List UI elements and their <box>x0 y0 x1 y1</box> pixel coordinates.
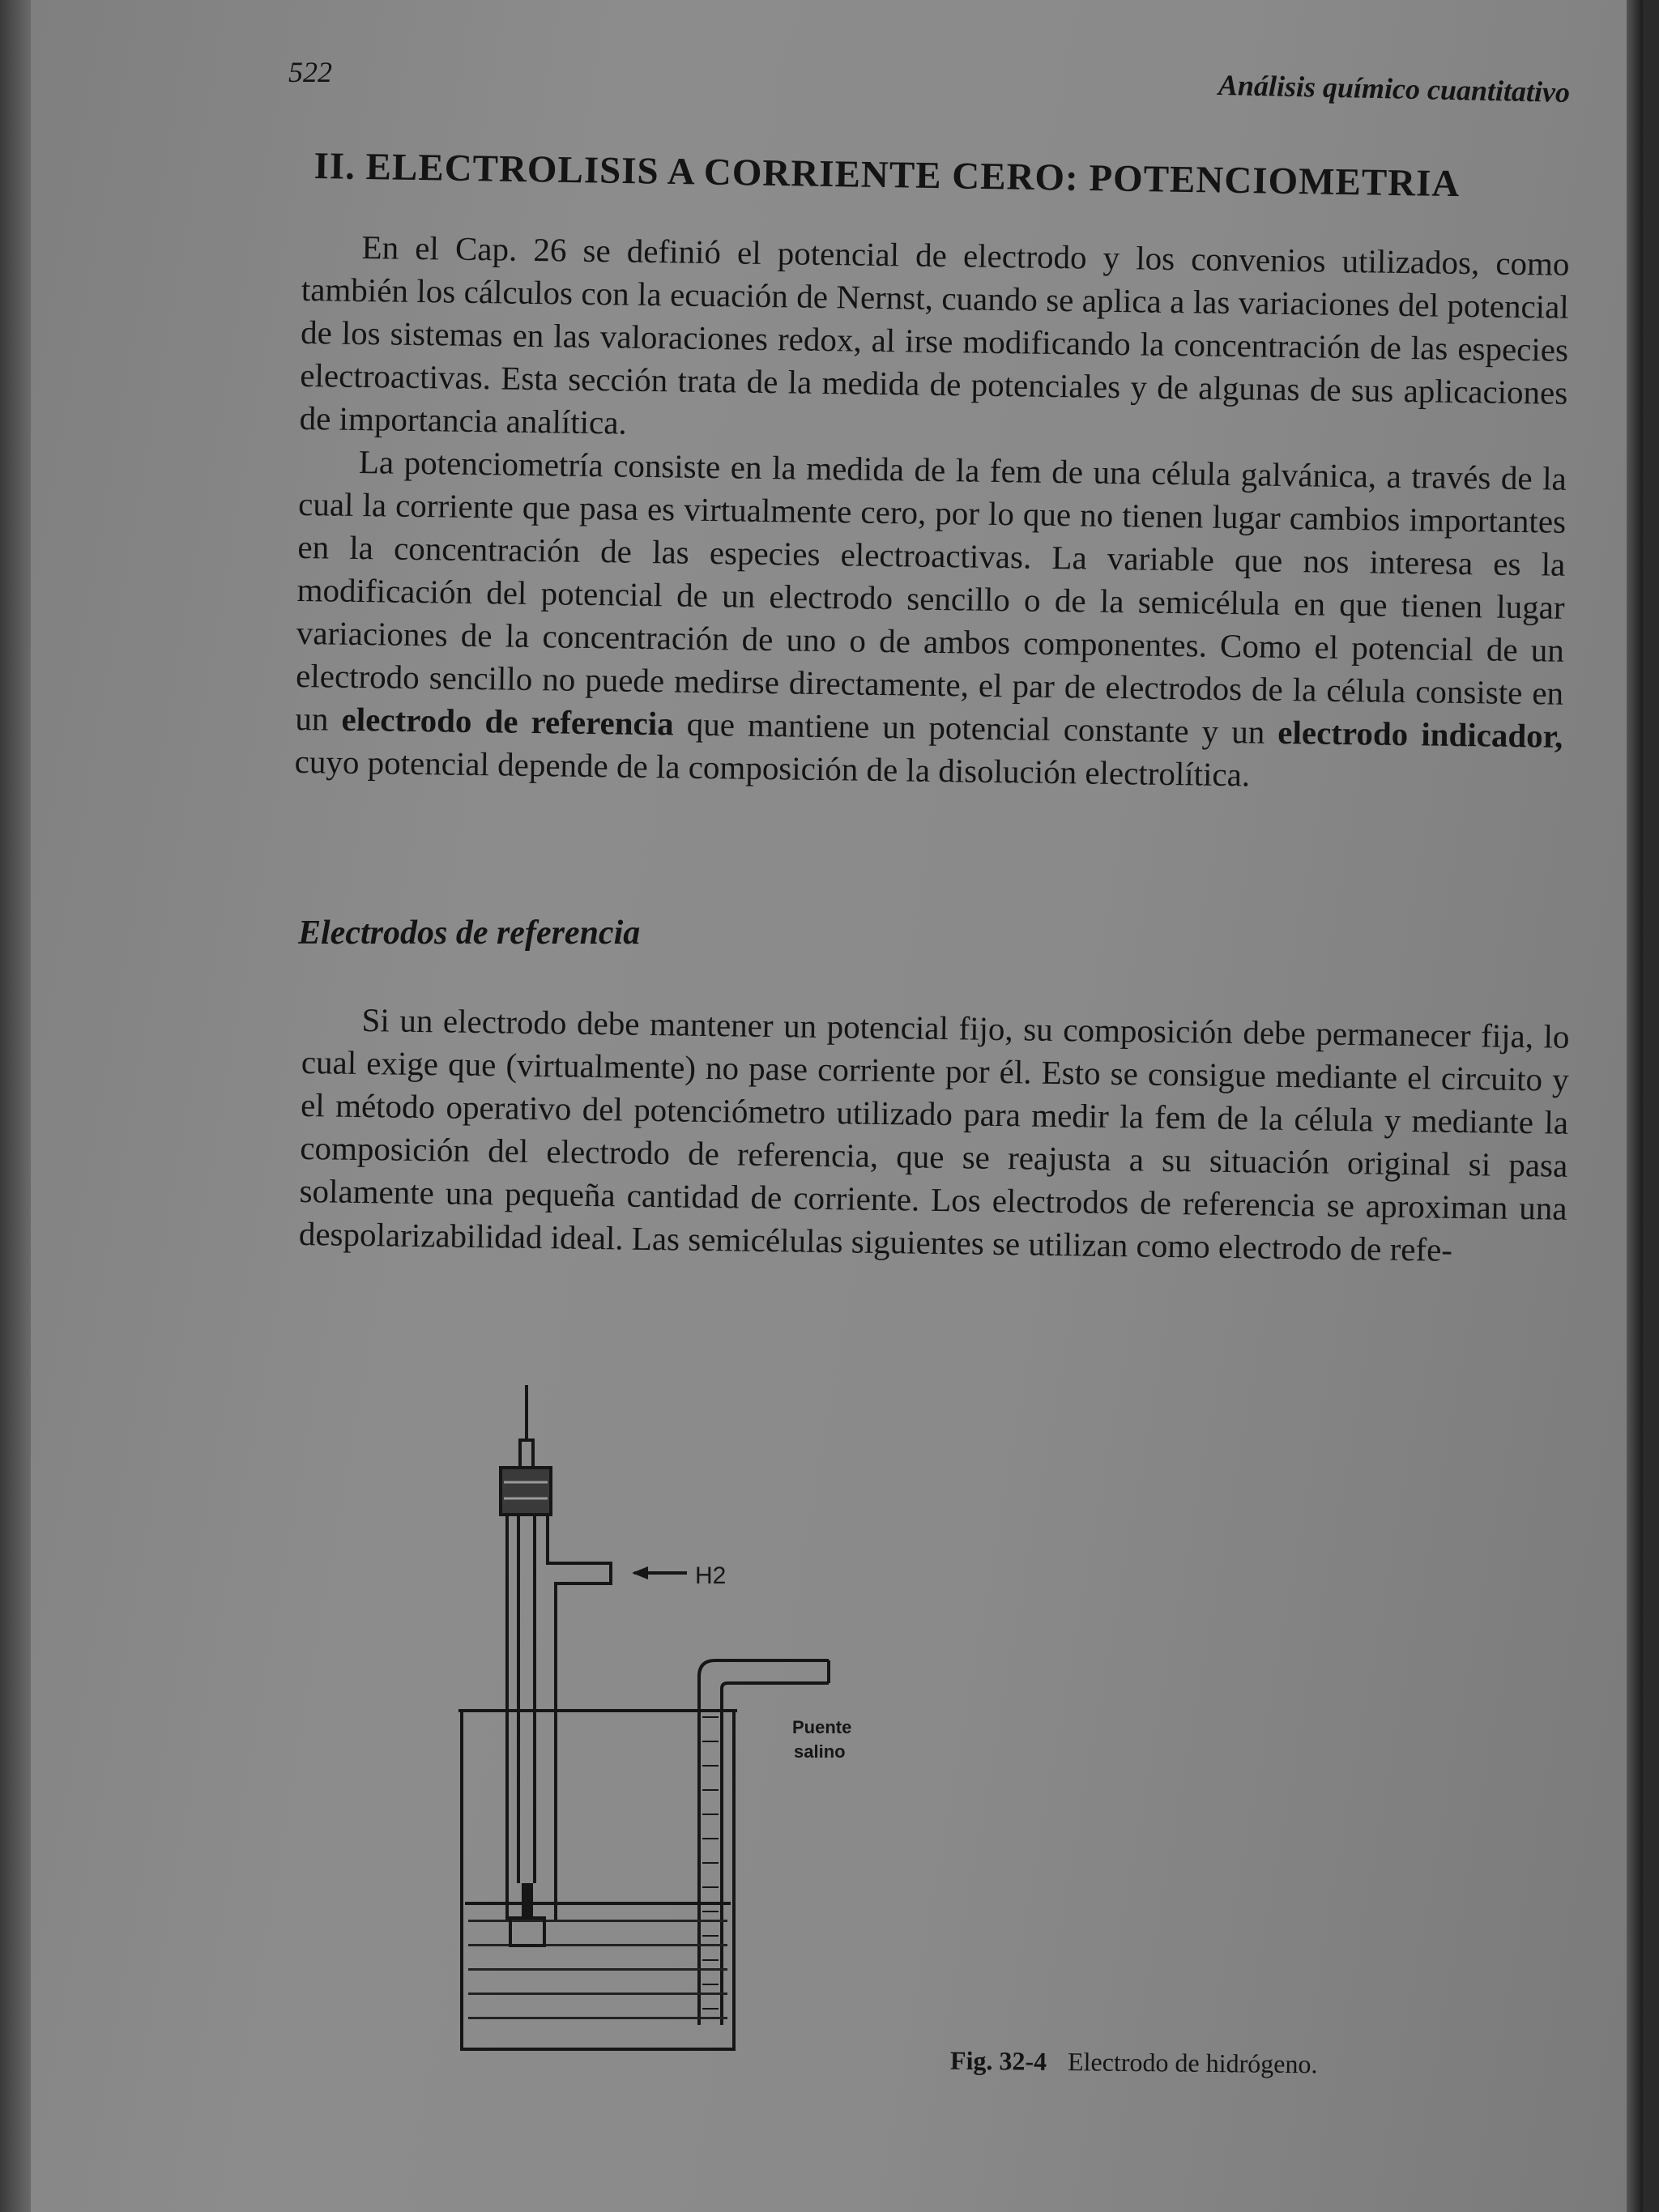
caption-figure-number: Fig. 32-4 <box>949 2045 1047 2076</box>
term-indicator-electrode: electrodo indicador, <box>1277 713 1563 755</box>
intro-paragraph-1: En el Cap. 26 se definió el potencial de electrodo y los convenios utilizados, como también los cálculos con la ecuación de Nernst, cuando se aplica a las variaciones del potencial de los sistemas en las valoraciones redox, al irse modificando la concentración de las especies electroactivas. Esta sección trata de la medida de potenciales y de algunas de sus aplicaciones de importancia analítica. <box>299 228 1570 441</box>
beaker <box>462 1711 734 2049</box>
label-h2: H2 <box>695 1562 727 1589</box>
section-title: II. ELECTROLISIS A CORRIENTE CERO: POTENCIOMETRIA <box>313 144 1461 206</box>
solution-hatching <box>468 1920 727 2019</box>
book-spine-shadow <box>0 0 31 2212</box>
caption-text: Electrodo de hidrógeno. <box>1067 2047 1318 2079</box>
electrode-plate <box>510 1918 544 1946</box>
rubber-stopper <box>501 1468 551 1515</box>
label-salt-bridge-1: Puente <box>792 1717 852 1737</box>
hydrogen-electrode-figure <box>420 1377 873 2073</box>
subsection-paragraph-1: Si un electrodo debe mantener un potencial fijo, su composición debe permanecer fija, lo cual exige que (virtualmente) no pase corriente por él. Esto se consigue mediante el circuito y el método operativo del potenciómetro utilizado para medir la fem de la célula y mediante la composición del electrodo de referencia, que se reajusta a su situación original si pasa solamente una pequeña cantidad de corriente. Los electrodos de referencia se aproximan una despolarizabilidad ideal. Las semicélulas siguientes se utilizan como electrodo de refe- <box>298 1001 1570 1268</box>
page-number: 522 <box>288 56 332 88</box>
term-reference-electrode: electrodo de referencia <box>341 700 674 743</box>
platinum-electrode <box>522 1883 533 1919</box>
outer-glass-tube <box>507 1515 611 1920</box>
figure-caption <box>950 2046 1318 2080</box>
hydrogen-electrode-diagram <box>420 1377 873 2073</box>
intro-paragraph-2 <box>294 440 1567 801</box>
subsection-heading: Electrodos de referencia <box>298 914 641 952</box>
intro-text <box>294 225 1569 801</box>
top-tube <box>520 1440 533 1468</box>
h2-arrow-head <box>632 1566 648 1579</box>
book-page <box>31 0 1643 2212</box>
intro-p2-part-a: La potenciometría consiste en la medida de la fem de una célula galvánica, a través de la cual la corriente que pasa es virtualmente cero, por lo que no tienen lugar cambios importantes en la concentración de las especies electroactivas. La variable que nos interesa es la modificación del potencial de un electrodo sencillo o de la semicélula en que tienen lugar variaciones de la concentración de uno o de ambos componentes. Como el potencial de un electrodo sencillo no puede medirse directamente, el par de electrodos de la célula consiste en un <box>295 443 1567 738</box>
running-head: Análisis químico cuantitativo <box>1218 68 1571 109</box>
page-edge-shadow <box>1627 0 1643 2212</box>
label-salt-bridge-2: salino <box>794 1741 846 1762</box>
intro-p2-part-b: que mantiene un potencial constante y un <box>686 705 1265 751</box>
intro-p2-part-c: cuyo potencial depende de la composición de la disolución electrolítica. <box>294 742 1251 794</box>
subsection-text <box>299 998 1570 1273</box>
